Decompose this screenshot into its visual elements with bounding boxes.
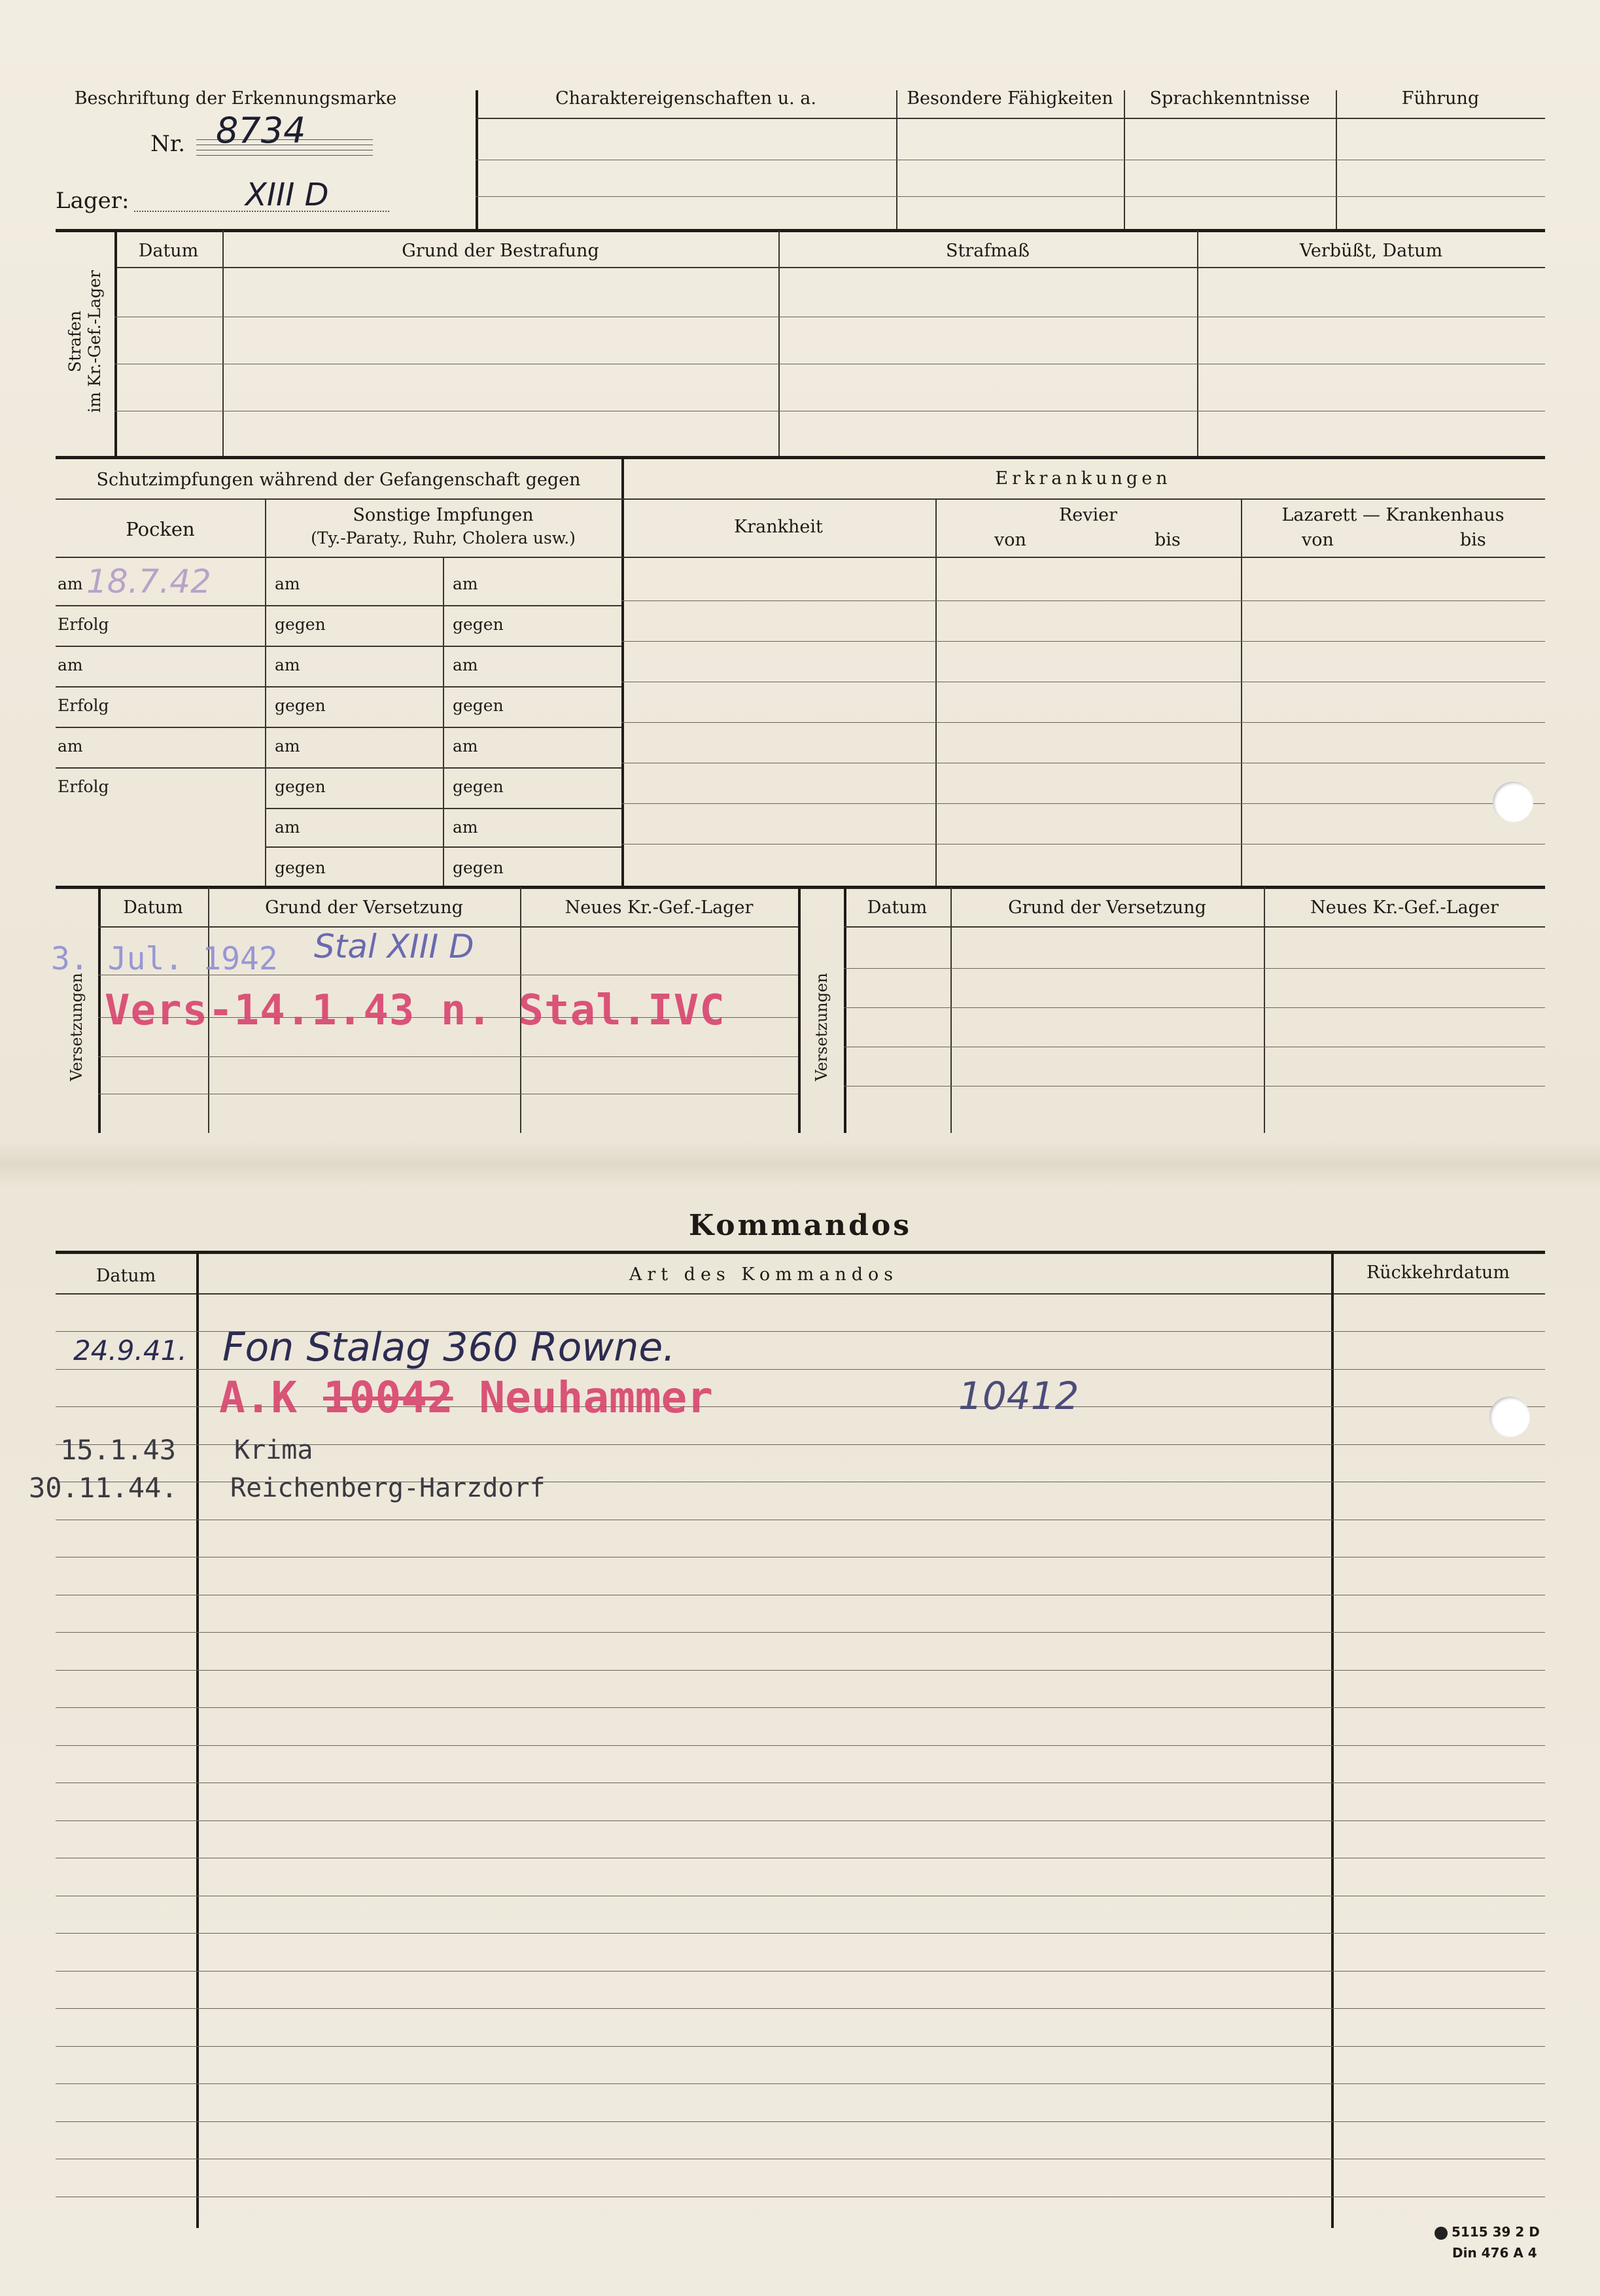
erkr-row-line [621, 600, 1545, 601]
kommando-3-date: 15.1.43 [60, 1434, 177, 1466]
vers-handwritten-lager: Stal XIII D [314, 928, 474, 965]
strafen-col-sep-1 [222, 230, 224, 456]
kommandos-title: Kommandos [688, 1209, 913, 1242]
sonstige-am: am [275, 818, 300, 837]
sonstige-label-1: Sonstige Impfungen [353, 505, 534, 525]
erkr-revier-von: von [994, 530, 1026, 550]
lager-value: XIII D [245, 177, 329, 213]
vers-right-row [844, 1007, 1545, 1008]
vers-right-col-sep-1 [950, 887, 952, 1133]
impf-title: Schutzimpfungen während der Gefangenschaft gegen [96, 470, 581, 490]
nr-value: 8734 [216, 110, 306, 151]
vers-left-side-label: Versetzungen [67, 973, 86, 1081]
erkr-row-line [621, 803, 1545, 804]
vers-left-row [98, 1056, 798, 1057]
vers-right-row [844, 1086, 1545, 1087]
kommando-2-stamp-place: Neuhammer [479, 1372, 714, 1423]
strafen-side-sep [114, 230, 117, 456]
impf-top-rule [56, 456, 1545, 459]
pocken-row-erfolg: Erfolg [58, 615, 109, 634]
pocken-row-erfolg: Erfolg [58, 777, 109, 796]
erkennungsmarke-label: Beschriftung der Erkennungsmarke [74, 88, 397, 109]
kommando-2-stamp [219, 1372, 713, 1423]
din-code: Din 476 A 4 [1452, 2245, 1537, 2261]
impf-header-bottom-rule [56, 557, 1545, 558]
kommando-row-line [56, 2121, 1545, 2122]
strafen-header-rule [114, 267, 1545, 268]
erkr-lazarett-bis: bis [1460, 530, 1486, 550]
sonstige-am: am [275, 737, 300, 756]
punch-hole-upper [1493, 782, 1533, 822]
kommando-row-line [56, 1971, 1545, 1972]
nr-label: Nr. [150, 131, 186, 157]
vers-right-col-lager: Neues Kr.-Gef.-Lager [1310, 897, 1499, 918]
sonstige-gegen: gegen [453, 615, 504, 634]
strafen-top-rule [56, 229, 1545, 232]
erkr-row-line [621, 641, 1545, 642]
kommando-4-text: Reichenberg-Harzdorf [230, 1473, 546, 1503]
kommandos-col-art: Art des Kommandos [629, 1264, 899, 1285]
strafen-col-strafmass: Strafmaß [945, 241, 1030, 261]
vers-right-header-rule [844, 926, 1545, 928]
pocken-row-am: am [58, 655, 83, 674]
print-code-logo-icon [1435, 2227, 1448, 2240]
erkr-revier-bis: bis [1155, 530, 1181, 550]
sonstige-gegen: gegen [453, 696, 504, 715]
impf-row-line [56, 646, 621, 647]
header-row-line-2 [476, 196, 1545, 197]
print-code: 5115 39 2 D [1435, 2224, 1540, 2240]
lager-label: Lager: [56, 188, 130, 214]
impf-row-line [56, 605, 621, 606]
impf-row-line [265, 846, 621, 848]
vers-right-col-grund: Grund der Versetzung [1008, 897, 1206, 918]
erkr-title: Erkrankungen [995, 468, 1172, 489]
kommando-1-date: 24.9.41. [73, 1334, 187, 1366]
sonstige-gegen: gegen [275, 615, 326, 634]
kommando-row-line [56, 2008, 1545, 2009]
kommando-2-stamp-struck: 10042 [322, 1372, 453, 1423]
pocken-date-handwritten: 18.7.42 [86, 563, 211, 600]
kommando-2-handwritten-number: 10412 [958, 1374, 1079, 1418]
header-col-sprachen: Sprachkenntnisse [1149, 88, 1310, 109]
kommandos-col-datum: Datum [96, 1266, 156, 1286]
kommando-1-text: Fon Stalag 360 Rowne. [222, 1325, 676, 1370]
erkr-krankheit: Krankheit [734, 517, 823, 537]
vers-right-row [844, 968, 1545, 969]
sonstige-am: am [453, 574, 478, 593]
kommando-4-date: 30.11.44. [29, 1472, 178, 1504]
sonstige-gegen: gegen [275, 777, 326, 796]
vers-right-col-sep-2 [1264, 887, 1265, 1133]
kommando-3-text: Krima [234, 1435, 313, 1465]
vers-red-stamp: Vers-14.1.43 n. Stal.IVC [105, 986, 725, 1035]
header-col-faehigkeiten: Besondere Fähigkeiten [907, 88, 1113, 109]
sonstige-gegen: gegen [275, 696, 326, 715]
kommando-row-line [56, 1707, 1545, 1708]
erkr-row-line [621, 722, 1545, 723]
impf-subheader-rule [56, 498, 1545, 500]
vers-right-side-label: Versetzungen [812, 973, 831, 1081]
sonstige-gegen: gegen [453, 858, 504, 877]
erkr-revier: Revier [1058, 505, 1118, 525]
header-columns-rule [476, 118, 1545, 119]
sonstige-label-2: (Ty.-Paraty., Ruhr, Cholera usw.) [311, 529, 576, 548]
vers-right-col-datum: Datum [867, 897, 928, 918]
sonstige-gegen: gegen [453, 777, 504, 796]
kommando-row-line [56, 1745, 1545, 1746]
erkr-lazarett-von: von [1302, 530, 1334, 550]
header-col-charakter: Charaktereigenschaften u. a. [555, 88, 816, 109]
kommandos-col-sep-2 [1331, 1252, 1334, 2228]
punch-hole-lower [1489, 1397, 1530, 1437]
sonstige-am: am [275, 655, 300, 674]
erkr-col-sep-2 [1241, 498, 1242, 886]
vers-left-col-lager: Neues Kr.-Gef.-Lager [565, 897, 754, 918]
kommando-row-line [56, 1933, 1545, 1934]
sonstige-am: am [453, 737, 478, 756]
sonstige-am: am [453, 818, 478, 837]
pocken-row-am: am [58, 737, 83, 756]
kommando-row-line [56, 2083, 1545, 2084]
sonstige-am: am [275, 574, 300, 593]
strafen-side-label: Strafen im Kr.-Gef.-Lager [65, 270, 104, 413]
strafen-col-sep-3 [1197, 230, 1198, 456]
impf-row-line [56, 767, 621, 769]
erkr-col-sep-1 [935, 498, 937, 886]
kommando-row-line [56, 1632, 1545, 1633]
kommandos-col-sep-1 [196, 1252, 199, 2228]
strafen-col-verbuesst: Verbüßt, Datum [1299, 241, 1443, 261]
kommandos-col-rueckkehr: Rückkehrdatum [1366, 1262, 1510, 1283]
impf-row-line [265, 808, 621, 809]
sonstige-am: am [453, 655, 478, 674]
vers-right-side-sep [844, 887, 846, 1133]
kommando-row-line [56, 1820, 1545, 1821]
vers-left-col-datum: Datum [123, 897, 183, 918]
vers-left-col-grund: Grund der Versetzung [265, 897, 463, 918]
kommando-2-stamp-prefix: A.K [219, 1372, 298, 1423]
erkr-lazarett: Lazarett — Krankenhaus [1281, 505, 1504, 525]
kommando-row-line [56, 1670, 1545, 1671]
impf-col-sep-pocken [265, 498, 266, 886]
pocken-row-erfolg: Erfolg [58, 696, 109, 715]
kommandos-header-rule [56, 1293, 1545, 1295]
impf-row-line [56, 727, 621, 728]
impf-row-line [56, 686, 621, 687]
vers-left-side-sep [98, 887, 101, 1133]
header-col-fuehrung: Führung [1401, 88, 1480, 109]
kommandos-top-rule [56, 1251, 1545, 1254]
strafen-col-sep-2 [778, 230, 780, 456]
kommando-row-line [56, 2046, 1545, 2047]
sonstige-gegen: gegen [275, 858, 326, 877]
strafen-col-datum: Datum [138, 241, 199, 261]
pocken-label: Pocken [126, 518, 195, 540]
strafen-col-grund: Grund der Bestrafung [402, 241, 599, 261]
vers-stamp-date: 3. Jul. 1942 [51, 941, 278, 977]
pocken-row-am: am [58, 574, 83, 593]
fold-crease [0, 1141, 1600, 1187]
